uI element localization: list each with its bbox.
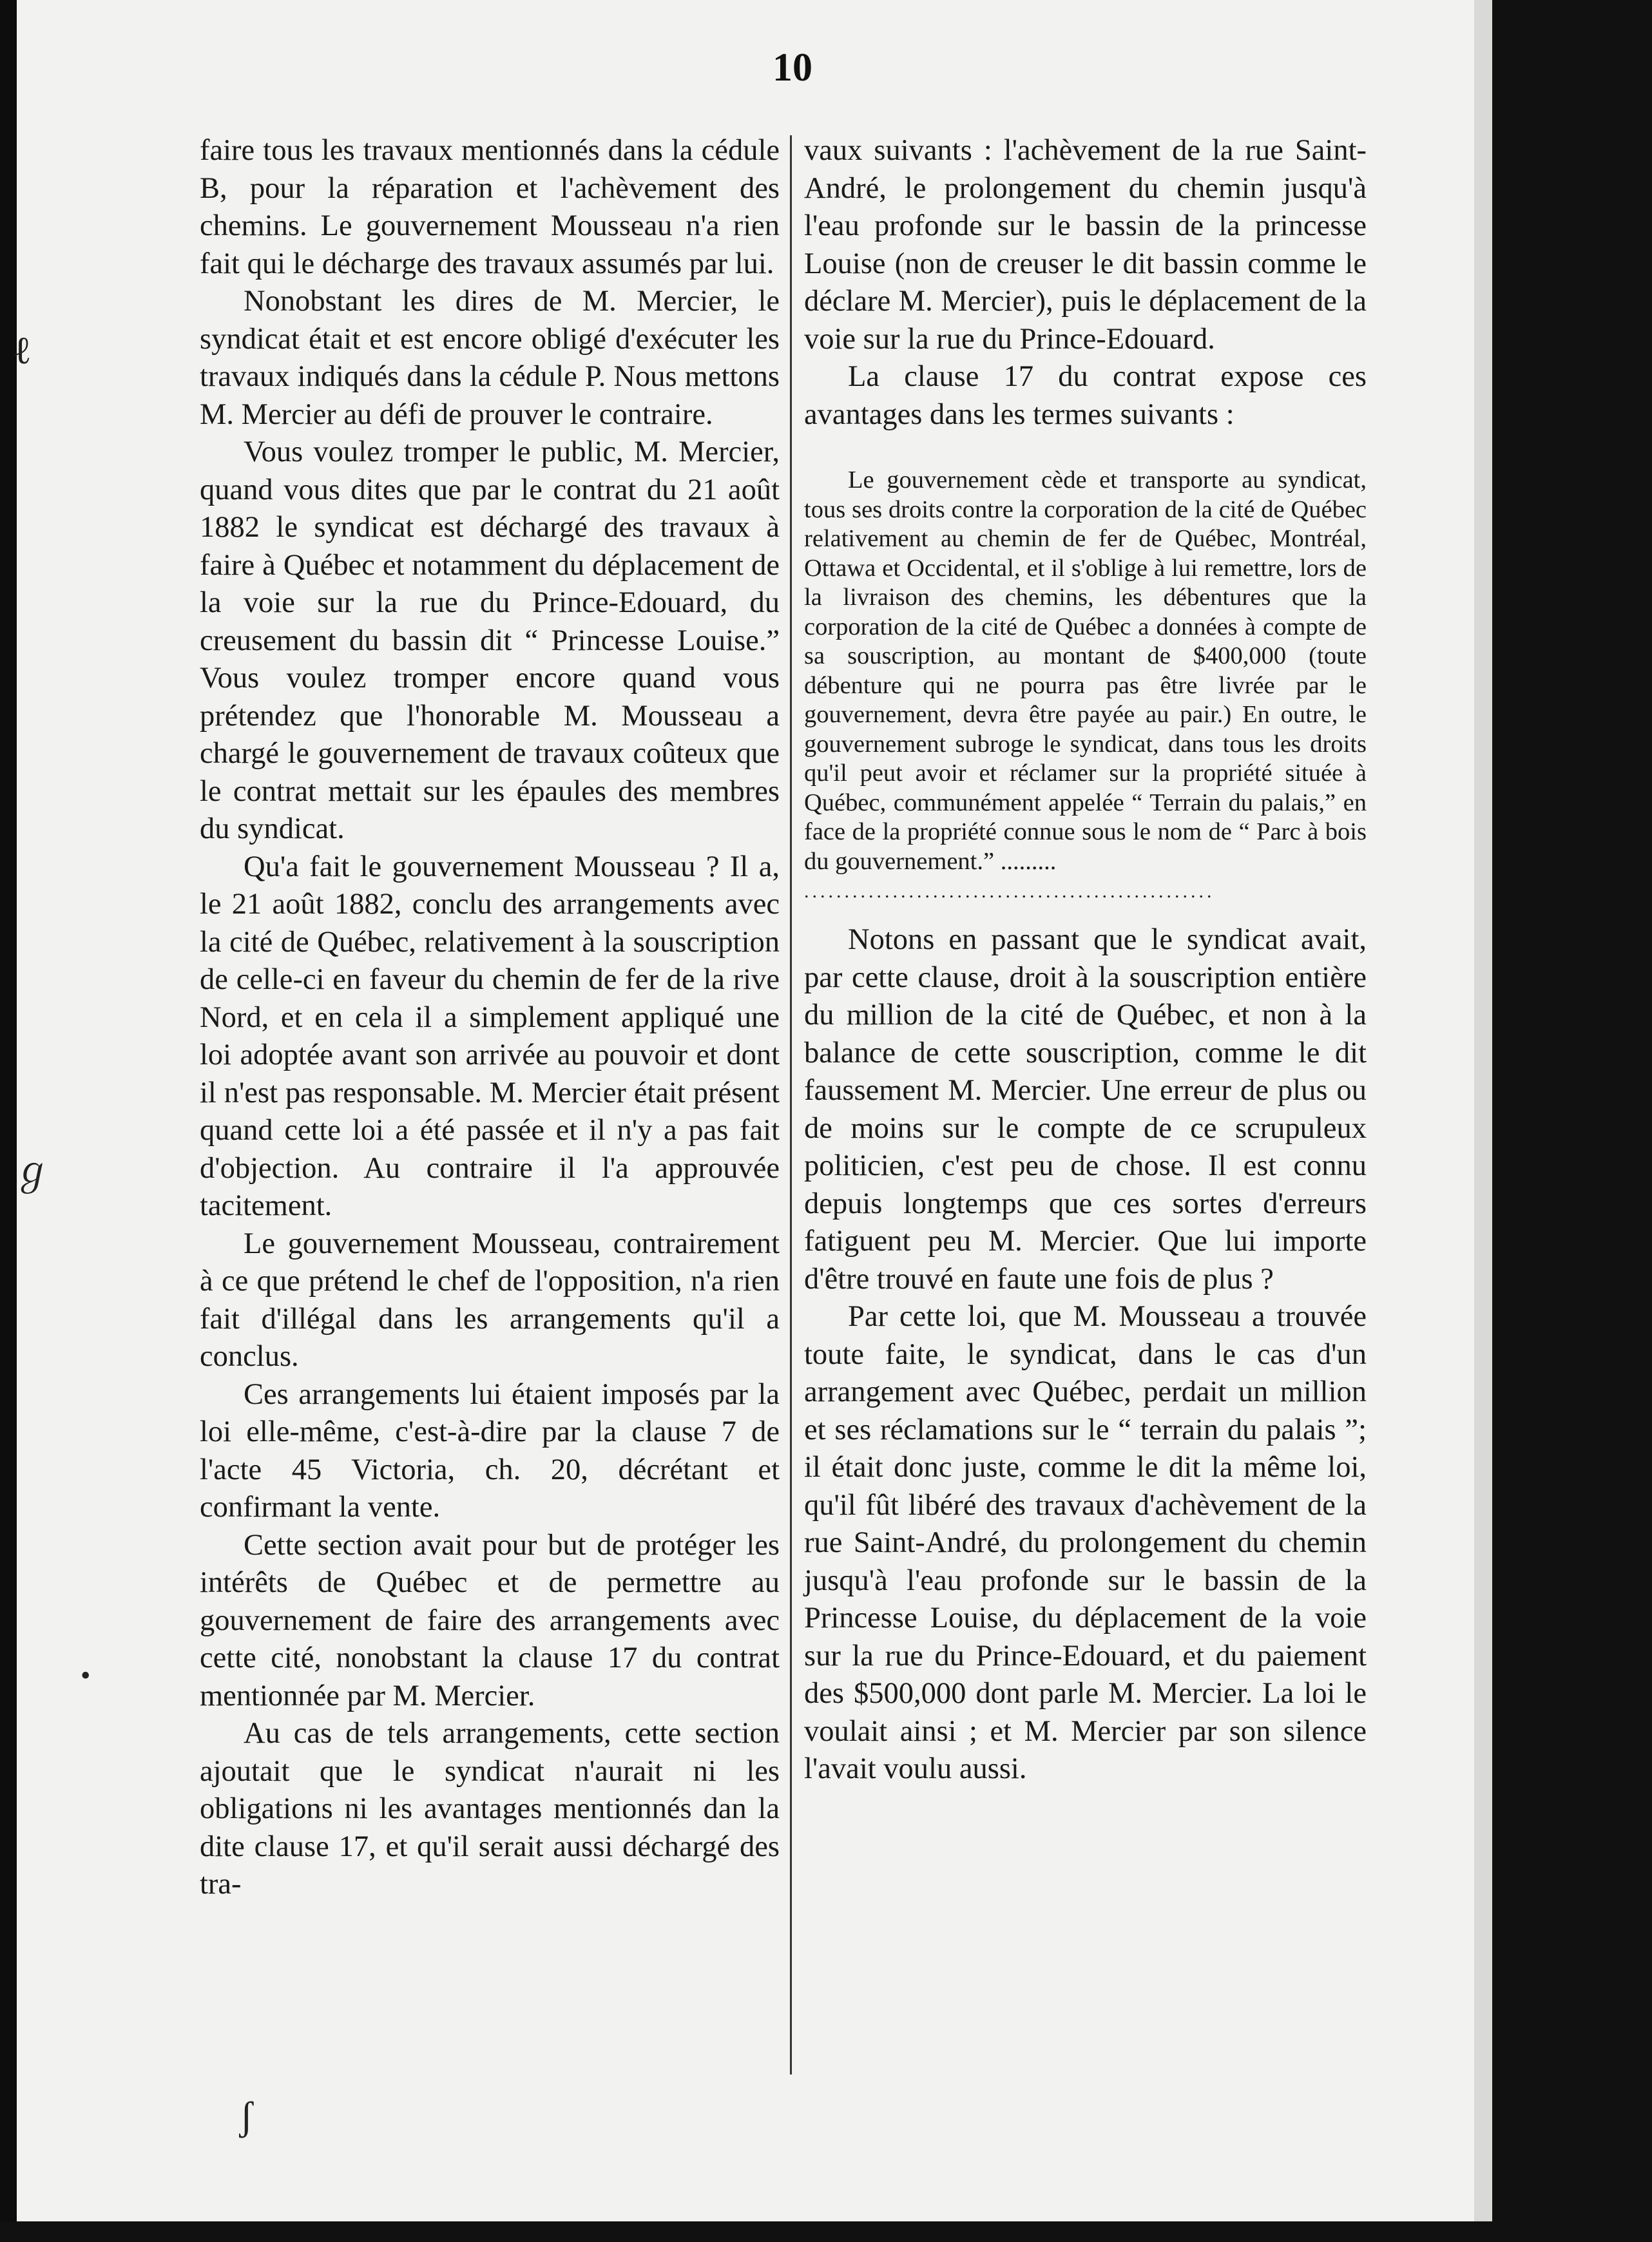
left-paragraph: faire tous les travaux mentionnés dans la cédule B, pour la réparation et l'achèvement des chemins. Le gouvernement Mousseau n'a rien fait qui le décharge des travaux assumés par lui. xyxy=(200,134,780,280)
right-column xyxy=(804,132,1367,1788)
margin-mark: • xyxy=(81,1660,91,1691)
scan-background-right xyxy=(1492,0,1652,2242)
left-paragraph: Vous voulez tromper le public, M. Mercier, quand vous dites que par le contrat du 21 août 1882 le syndicat est déchargé des travaux à faire à Québec et notamment du déplacement de la voie sur la rue du Prince-Edouard, du creusement du bassin dit “ Princesse Louise.” Vous voulez tromper encore quand vous prétendez que l'honorable M. Mousseau a chargé le gouvernement de travaux coûteux que le contrat mettait sur les épaules des membres du syndicat. xyxy=(200,436,780,845)
page-number: 10 xyxy=(773,46,812,90)
column-divider xyxy=(790,135,792,2074)
quoted-clause: Le gouvernement cède et transporte au syndicat, tous ses droits contre la corporation de la cité de Québec relativement au chemin de fer de Québec, Montréal, Ottawa et Occidental, et il s'oblige à lui remettre, lors de la livraison des chemins, les débentures que la corporation de la cité de Québec a données à compte de sa souscription, au montant de $400,000 (toute débenture qui ne pourra pas être livrée par le gouvernement, devra être payée au pair.) En outre, le gouvernement subroge le syndicat, dans tous les droits qu'il peut avoir et réclamer sur la propriété située à Québec, communément appelée “ Terrain du palais,” en face de la propriété connue sous le nom de “ Parc à bois du gouvernement.” ......... xyxy=(804,466,1367,875)
right-paragraph: Notons en passant que le syndicat avait, par cette clause, droit à la souscription entière du million de la cité de Québec, et non à la balance de cette souscription, comme le dit faussement M. Mercier. Une erreur de plus ou de moins sur le compte de ce scrupuleux politicien, c'est peu de chose. Il est connu depuis longtemps que ces sortes d'erreurs fatiguent peu M. Mercier. Que lui importe d'être trouvé en faute une fois de plus ? xyxy=(804,923,1367,1296)
left-paragraph: Nonobstant les dires de M. Mercier, le syndicat était et est encore obligé d'exécuter les travaux indiqués dans la cédule P. Nous mettons M. Mercier au défi de prouver le contraire. xyxy=(200,285,780,431)
right-paragraph: La clause 17 du contrat expose ces avantages dans les termes suivants : xyxy=(804,360,1367,431)
left-column xyxy=(200,132,780,1904)
margin-mark: ʃ xyxy=(240,2094,253,2138)
left-paragraph: Au cas de tels arrangements, cette section ajoutait que le syndicat n'aurait ni les obligations ni les avantages mentionnés dan la dite clause 17, et qu'il serait aussi déchargé des tra- xyxy=(200,1717,780,1901)
left-paragraph: Qu'a fait le gouvernement Mousseau ? Il a, le 21 août 1882, conclu des arrangements avec la cité de Québec, relativement à la souscription de celle-ci en faveur du chemin de fer de la rive Nord, et en cela il a simplement appliqué une loi adoptée avant son arrivée au pouvoir et dont il n'est pas responsable. M. Mercier était présent quand cette loi a été passée et il n'y a pas fait d'objection. Au contraire il l'a approuvée tacitement. xyxy=(200,850,780,1222)
dotted-rule: ................................................... xyxy=(804,881,1215,902)
scan-background-bottom xyxy=(0,2221,1652,2242)
left-paragraph: Le gouvernement Mousseau, contrairement à ce que prétend le chef de l'opposition, n'a rien fait d'illégal dans les arrangements qu'il a conclus. xyxy=(200,1227,780,1373)
margin-mark: ℊ xyxy=(13,1150,52,1193)
margin-mark: ℓ xyxy=(13,329,32,372)
page-edge xyxy=(1474,0,1492,2221)
left-paragraph: Ces arrangements lui étaient imposés par la loi elle-même, c'est-à-dire par la clause 7 de l'acte 45 Victoria, ch. 20, décrétant et confirmant la vente. xyxy=(200,1377,780,1524)
left-paragraph: Cette section avait pour but de protéger les intérêts de Québec et de permettre au gouvernement de faire des arrangements avec cette cité, nonobstant la clause 17 du contrat mentionnée par M. Mercier. xyxy=(200,1528,780,1712)
right-paragraph: Par cette loi, que M. Mousseau a trouvée toute faite, le syndicat, dans le cas d'un arrangement avec Québec, perdait un million et ses réclamations sur le “ terrain du palais ”; il était donc juste, comme le dit la même loi, qu'il fût libéré des travaux d'achèvement de la rue Saint-André, du prolongement du chemin jusqu'à l'eau profonde sur le bassin de la Princesse Louise, du déplacement de la voie sur la rue du Prince-Edouard, et du paiement des $500,000 dont parle M. Mercier. La loi le voulait ainsi ; et M. Mercier par son silence l'avait voulu aussi. xyxy=(804,1300,1367,1785)
right-paragraph: vaux suivants : l'achèvement de la rue Saint-André, le prolongement du chemin jusqu'à l'eau profonde sur le bassin de la princesse Louise (non de creuser le dit bassin comme le déclare M. Mercier), puis le déplacement de la voie sur la rue du Prince-Edouard. xyxy=(804,134,1367,356)
